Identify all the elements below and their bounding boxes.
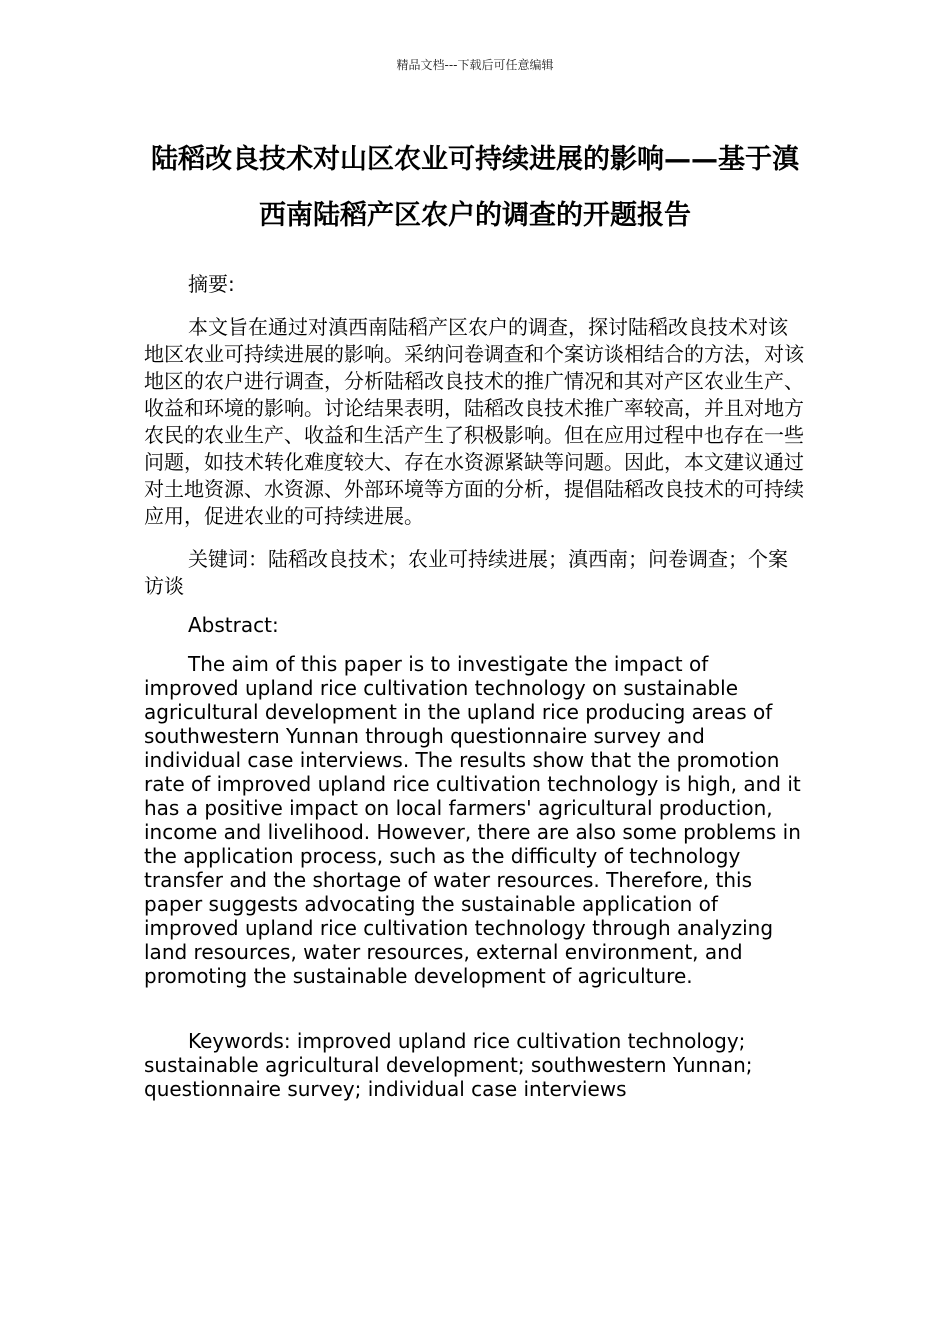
document-title: 陆稻改良技术对山区农业可持续进展的影响——基于滇西南陆稻产区农户的调查的开题报告	[151, 144, 799, 231]
abstract-cn-label: 摘要:	[188, 272, 235, 296]
abstract-en-paragraph: The aim of this paper is to investigate the impact of improved upland rice cultivation technology on sustainable agricultural development in the upland rice producing areas of southwestern Yunnan through questionnaire survey and individual case interviews. The results show that the promotion rate of improved upland rice cultivation technology is high, and it has a positive impact on local farmers' agricultural production, income and livelihood. However, there are also some problems in the application process, such as the difficulty of technology transfer and the shortage of water resources. Therefore, this paper suggests advocating the sustainable application of improved upland rice cultivation technology through analyzing land resources, water resources, external environment, and promoting the sustainable development of agriculture.	[144, 652, 801, 988]
keywords-en-paragraph: Keywords: improved upland rice cultivation technology; sustainable agricultural development; southwestern Yunnan; questionnaire survey; individual case interviews	[144, 1029, 753, 1101]
header-note: 精品文档---下载后可任意编辑	[396, 58, 554, 72]
abstract-en-block	[144, 652, 806, 988]
abstract-cn-label-block	[144, 272, 806, 296]
keywords-en-block	[144, 1029, 806, 1101]
abstract-cn-block	[144, 314, 806, 530]
abstract-en-label: Abstract:	[188, 613, 279, 637]
abstract-cn-paragraph: 本文旨在通过对滇西南陆稻产区农户的调查，探讨陆稻改良技术对该地区农业可持续进展的影响。采纳问卷调查和个案访谈相结合的方法，对该地区的农户进行调查，分析陆稻改良技术的推广情况和其对产区农业生产、收益和环境的影响。讨论结果表明，陆稻改良技术推广率较高，并且对地方农民的农业生产、收益和生活产生了积极影响。但在应用过程中也存在一些问题，如技术转化难度较大、存在水资源紧缺等问题。因此，本文建议通过对土地资源、水资源、外部环境等方面的分析，提倡陆稻改良技术的可持续应用，促进农业的可持续进展。	[144, 315, 804, 528]
abstract-en-label-block	[144, 613, 806, 637]
keywords-cn-block	[144, 546, 806, 600]
keywords-cn-paragraph: 关键词：陆稻改良技术；农业可持续进展；滇西南；问卷调查；个案访谈	[144, 547, 788, 598]
